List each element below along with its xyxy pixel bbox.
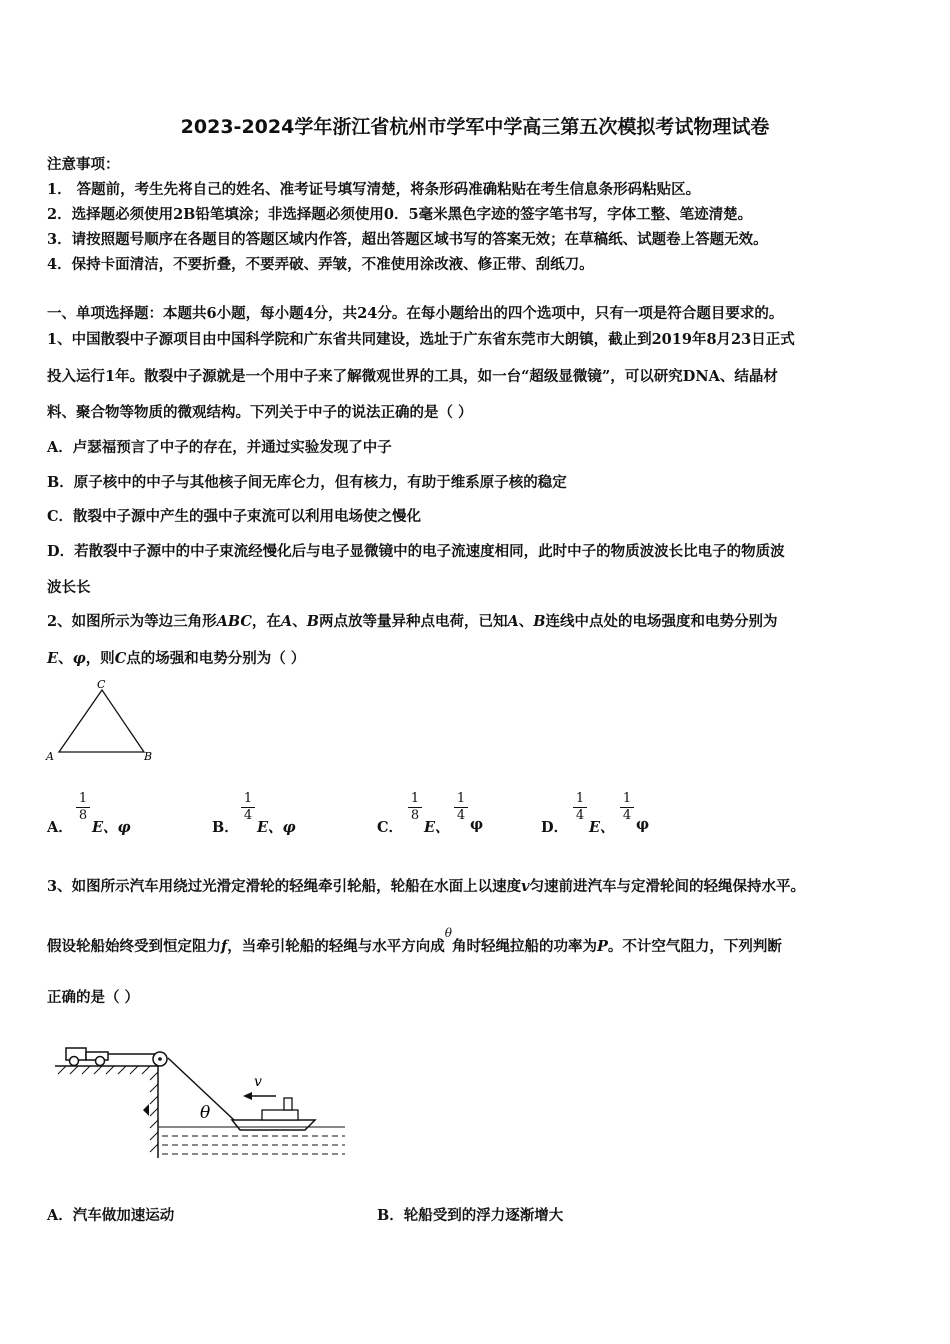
notice-item: 1． 答题前，考生先将自己的姓名、准考证号填写清楚，将条形码准确粘贴在考生信息条形码粘贴区。 (47, 181, 701, 198)
q2-option-d-tail: φ (636, 816, 650, 833)
q1-option-d: D．若散裂中子源中的中子束流经慢化后与电子显微镜中的电子流速度相同，此时中子的物质波波长比电子的物质波 (47, 543, 785, 560)
q3-stem-line1: 3、如图所示汽车用绕过光滑定滑轮的轻绳牵引轮船，轮船在水面上以速度v匀速前进汽车与定滑轮间的轻绳保持水平。 (47, 878, 806, 895)
q2-stem-line1: 2、如图所示为等边三角形ABC，在A、B两点放等量异种点电荷，已知A、B连线中点处的电场强度和电势分别为 (47, 613, 778, 630)
car-icon (66, 1048, 108, 1066)
theta-symbol: θ (444, 926, 452, 940)
q2-option-c-label: C． (377, 819, 404, 836)
q2-option-c-tail: φ (470, 816, 484, 833)
q2-option-b-fraction: $\frac{1}{4}$ (241, 791, 255, 823)
q2-option-a-fraction: $\frac{1}{8}$ (76, 791, 90, 823)
triangle-figure (42, 672, 162, 768)
page-title: 2023-2024学年浙江省杭州市学军中学高三第五次模拟考试物理试卷 (180, 116, 770, 138)
q1-stem-line: 料、聚合物等物质的微观结构。下列关于中子的说法正确的是（ ） (47, 404, 473, 421)
q1-stem-line: 1、中国散裂中子源项目由中国科学院和广东省共同建设，选址于广东省东莞市大朗镇，截止到2019年8月23日正式 (47, 331, 795, 348)
wall-marker-icon (143, 1104, 149, 1116)
q1-option-b: B．原子核中的中子与其他核子间无库仑力，但有核力，有助于维系原子核的稳定 (47, 474, 567, 491)
q2-option-b-label: B． (212, 819, 239, 836)
car-pulley-boat-figure (50, 1030, 350, 1170)
vertex-b-label: B (144, 750, 153, 763)
notice-heading: 注意事项： (47, 156, 120, 173)
q2-option-a-text: E、φ (92, 819, 131, 836)
q2-option-a-label: A． (47, 819, 73, 836)
q2-option-d-fraction2: $\frac{1}{4}$ (620, 791, 634, 823)
q1-option-c: C．散裂中子源中产生的强中子束流可以利用电场使之慢化 (47, 508, 422, 525)
q3-option-a: A．汽车做加速运动 (47, 1207, 175, 1224)
wall-hatching (150, 1072, 158, 1152)
q2-option-b-text: E、φ (257, 819, 296, 836)
velocity-label: v (254, 1074, 262, 1090)
q2-option-c-fraction1: $\frac{1}{8}$ (408, 791, 422, 823)
q3-stem-line3: 正确的是（ ） (47, 989, 140, 1006)
angle-label: θ (200, 1103, 211, 1123)
q2-option-c-fraction2: $\frac{1}{4}$ (454, 791, 468, 823)
notice-item: 2．选择题必须使用2B铅笔填涂；非选择题必须使用0．5毫米黑色字迹的签字笔书写，字体工整、笔迹清楚。 (47, 206, 753, 223)
q1-option-a: A．卢瑟福预言了中子的存在，并通过实验发现了中子 (47, 439, 392, 456)
section-heading: 一、单项选择题：本题共6小题，每小题4分，共24分。在每小题给出的四个选项中，只有一项是符合题目要求的。 (47, 305, 784, 322)
notice-item: 4．保持卡面清洁，不要折叠，不要弄破、弄皱，不准使用涂改液、修正带、刮纸刀。 (47, 256, 594, 273)
q3-stem-line2: 假设轮船始终受到恒定阻力f，当牵引轮船的轻绳与水平方向成$^\theta$角时轻绳拉船的功率为P。不计空气阻力，下列判断 (47, 926, 782, 955)
q2-stem-line2: E、φ，则C点的场强和电势分别为（ ） (47, 650, 306, 667)
q3-option-b: B．轮船受到的浮力逐渐增大 (377, 1207, 564, 1224)
q2-option-d-mid: E、 (589, 819, 615, 836)
ground-hatching (58, 1066, 150, 1074)
water-lines (162, 1136, 345, 1154)
notice-item: 3．请按照题号顺序在各题目的答题区域内作答，超出答题区域书写的答案无效；在草稿纸、试题卷上答题无效。 (47, 231, 768, 248)
q1-option-d-cont: 波长长 (47, 579, 91, 596)
q2-option-d-label: D． (541, 819, 569, 836)
vertex-c-label: C (97, 678, 106, 691)
arrowhead-icon (243, 1092, 252, 1100)
triangle-abc (59, 690, 144, 752)
vertex-a-label: A (46, 750, 54, 763)
boat-icon (232, 1098, 315, 1130)
q2-option-c-mid: E、 (424, 819, 450, 836)
q2-option-d-fraction1: $\frac{1}{4}$ (573, 791, 587, 823)
q1-stem-line: 投入运行1年。散裂中子源就是一个用中子来了解微观世界的工具，如一台“超级显微镜”，可以研究DNA、结晶材 (47, 368, 778, 385)
